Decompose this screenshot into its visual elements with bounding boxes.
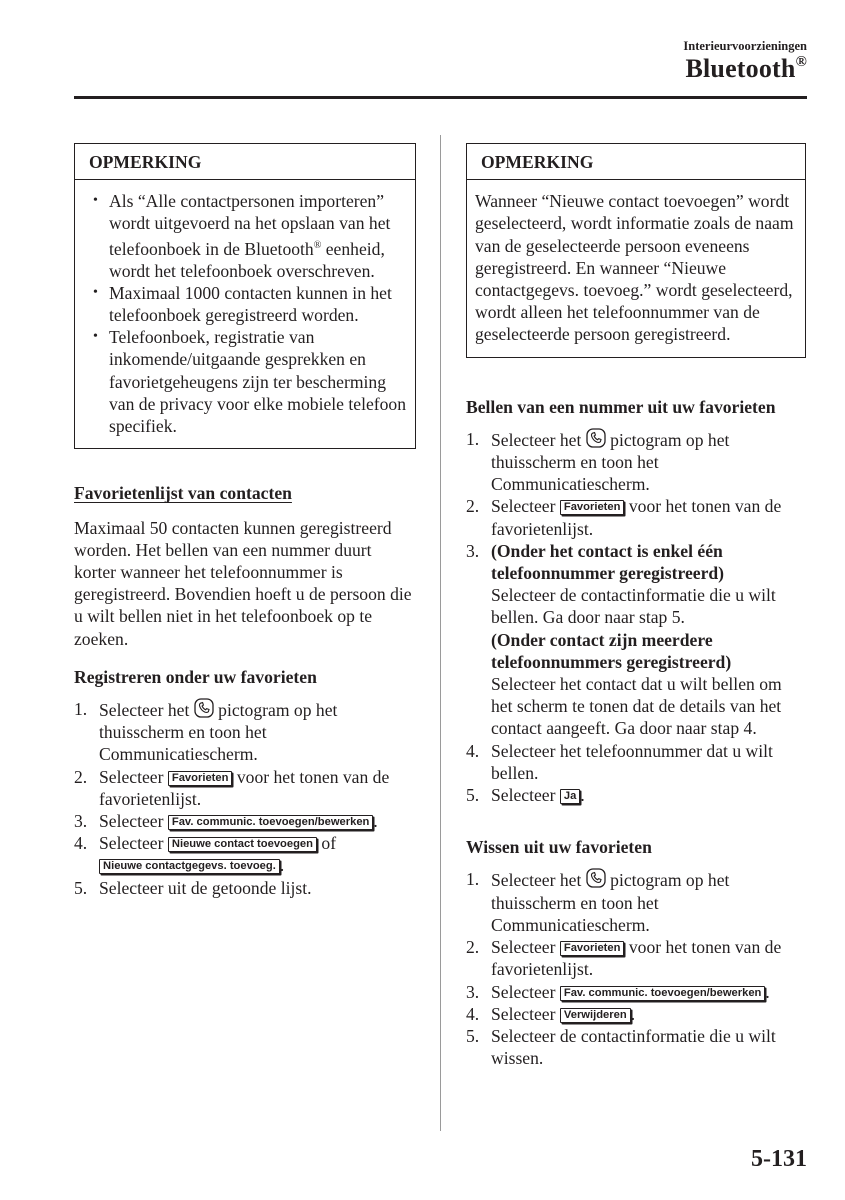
step: 2. Selecteer Favorieten voor het tonen van de favorietenlijst. xyxy=(466,937,782,980)
case-heading: (Onder contact zijn meerdere telefoonnummers geregistreerd) xyxy=(491,629,732,672)
note-heading: OPMERKING xyxy=(75,144,415,180)
step: 4. Selecteer Verwijderen . xyxy=(466,1003,636,1024)
left-column xyxy=(74,143,416,899)
header-rule xyxy=(74,96,807,99)
page-number: 5-131 xyxy=(751,1146,807,1172)
fav-add-edit-button[interactable]: Fav. communic. toevoegen/bewerken xyxy=(560,986,766,1001)
call-steps xyxy=(466,428,806,806)
delete-heading: Wissen uit uw favorieten xyxy=(466,837,652,858)
case-heading: (Onder het contact is enkel één telefoonnummer geregistreerd) xyxy=(491,540,725,584)
favorites-heading: Favorietenlijst van contacten xyxy=(74,483,292,504)
step: 5. Selecteer Ja . xyxy=(466,785,585,806)
note-box xyxy=(466,143,806,358)
case-text: Selecteer het contact dat u wilt bellen om het scherm te tonen dat de details van het contact aangeeft. Ga door naar stap 4. xyxy=(491,674,782,739)
call-heading: Bellen van een nummer uit uw favorieten xyxy=(466,396,776,417)
register-steps xyxy=(74,698,416,899)
case-text: Selecteer de contactinformatie die u wilt bellen. Ga door naar stap 5. xyxy=(491,585,776,628)
phone-icon xyxy=(586,428,606,448)
step: 2. Selecteer Favorieten voor het tonen van de favorietenlijst. xyxy=(74,766,390,809)
registered-mark: ® xyxy=(795,54,807,70)
delete-button[interactable]: Verwijderen xyxy=(560,1008,631,1023)
step: 5. Selecteer uit de getoonde lijst. xyxy=(74,877,312,898)
page-title xyxy=(685,54,807,84)
favorieten-button[interactable]: Favorieten xyxy=(560,941,625,956)
note-bullet: • Als “Alle contactpersonen importeren” wordt uitgevoerd na het opslaan van het telefoonboek in de Bluetooth® eenheid, wordt het telefoonboek overschreven. xyxy=(83,190,407,282)
phone-icon xyxy=(194,698,214,718)
note-bullets xyxy=(83,190,407,437)
add-contact-details-button[interactable]: Nieuwe contactgegevs. toevoeg. xyxy=(99,859,280,874)
register-heading: Registreren onder uw favorieten xyxy=(74,666,317,687)
step: 1. Selecteer het pictogram op het thuisscherm en toon het Communicatiescherm. xyxy=(466,428,730,495)
step: 1. Selecteer het pictogram op het thuisscherm en toon het Communicatiescherm. xyxy=(466,869,730,935)
step: 4. Selecteer het telefoonnummer dat u wilt bellen. xyxy=(466,740,773,783)
ja-button[interactable]: Ja xyxy=(560,789,580,804)
favorieten-button[interactable]: Favorieten xyxy=(560,500,625,515)
phone-icon xyxy=(586,868,606,888)
delete-steps xyxy=(466,868,806,1069)
favorieten-button[interactable]: Favorieten xyxy=(168,771,233,786)
step: 3. (Onder het contact is enkel één telefoonnummer geregistreerd) Selecteer de contactinformatie die u wilt bellen. Ga door naar stap 5. (Onder contact zijn meerdere telefoonnummers geregistreerd) Selecteer het contact dat u wilt bellen om het scherm te tonen dat de details van het contact aangeeft. Ga door naar stap 4. xyxy=(466,540,806,740)
section-name: Interieurvoorzieningen xyxy=(683,39,807,53)
note-body: Wanneer “Nieuwe contact toevoegen” wordt geselecteerd, wordt informatie zoals de naam van de geselecteerde persoon eveneens geregistreerd. En wanneer “Nieuwe contactgegevs. toevoeg.” wordt geselecteerd, wordt alleen het telefoonnummer van de geselecteerde persoon geregistreerd. xyxy=(475,191,794,345)
registered-mark: ® xyxy=(313,239,322,251)
note-bullet: • Maximaal 1000 contacten kunnen in het telefoonboek geregistreerd worden. xyxy=(83,282,407,326)
fav-add-edit-button[interactable]: Fav. communic. toevoegen/bewerken xyxy=(168,815,374,830)
step: 2. Selecteer Favorieten voor het tonen van de favorietenlijst. xyxy=(466,496,782,539)
step: 3. Selecteer Fav. communic. toevoegen/bewerken . xyxy=(74,810,378,831)
note-body xyxy=(75,180,415,448)
column-divider xyxy=(440,135,441,1131)
title-text: Bluetooth xyxy=(685,54,796,83)
right-column xyxy=(466,143,806,1069)
favorites-paragraph: Maximaal 50 contacten kunnen geregistreerd worden. Het bellen van een nummer duurt korter wanneer het telefoonnummer is geregistreerd. Bovendien hoeft u de persoon die u wilt bellen niet in het telefoonboek op te zoeken. xyxy=(74,517,412,649)
note-box xyxy=(74,143,416,449)
step: 4. Selecteer Nieuwe contact toevoegen of Nieuwe contactgegevs. toevoeg. . xyxy=(74,833,337,876)
note-heading: OPMERKING xyxy=(467,144,805,180)
step: 1. Selecteer het pictogram op het thuisscherm en toon het Communicatiescherm. xyxy=(74,698,338,765)
add-contact-button[interactable]: Nieuwe contact toevoegen xyxy=(168,837,317,852)
step: 3. Selecteer Fav. communic. toevoegen/bewerken . xyxy=(466,981,770,1002)
note-bullet: • Telefoonboek, registratie van inkomende/uitgaande gesprekken en favorietgeheugens zijn ter bescherming van de privacy voor elke mobiele telefoon specifiek. xyxy=(83,326,407,437)
step: 5. Selecteer de contactinformatie die u wilt wissen. xyxy=(466,1025,776,1069)
